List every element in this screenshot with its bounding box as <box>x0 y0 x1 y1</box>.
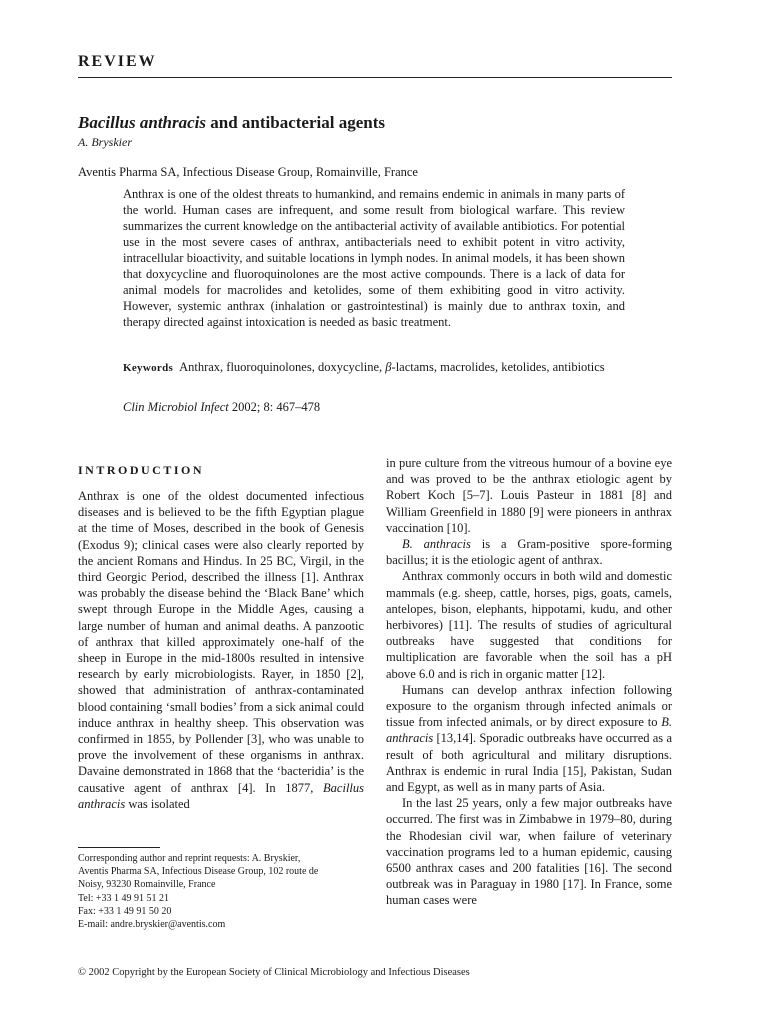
intro-paragraph-1 <box>78 488 364 812</box>
intro-paragraph-r5: In the last 25 years, only a few major outbreaks have occurred. The first was in Zimbabwe in 1979–80, during the Rhodesian civil war, when failure of veterinary vaccination programs led to a human epidemic, causing 6500 anthrax cases and 200 fatalities [16]. The second outbreak was in Paraguay in 1980 [17]. In France, some human cases were <box>386 796 672 908</box>
introduction-heading: INTRODUCTION <box>78 463 205 477</box>
title-rest: and antibacterial agents <box>206 113 385 132</box>
citation-rest: 2002; 8: 467–478 <box>228 400 321 414</box>
footnote-rule <box>78 847 160 848</box>
right-column <box>386 455 672 909</box>
correspondence-footnote <box>78 852 368 931</box>
footnote-line-3: Noisy, 93230 Romainville, France <box>78 879 216 891</box>
title-italic: Bacillus anthracis <box>78 113 207 132</box>
footnote-tel: Tel: +33 1 49 91 51 21 <box>78 892 170 904</box>
keywords-text-b: -lactams, macrolides, ketolides, antibiotics <box>391 360 605 374</box>
keywords <box>123 359 625 376</box>
intro-r4-italic: B. anthracis <box>386 715 672 746</box>
intro-paragraph-r2 <box>386 536 672 568</box>
footnote-line-2: Aventis Pharma SA, Infectious Disease Group, 102 route de <box>78 866 319 878</box>
intro-paragraph-r3: Anthrax commonly occurs in both wild and domestic mammals (e.g. sheep, cattle, horses, pigs, goats, camels, antelopes, bison, elephants, hippotami, kudu, and other herbivores) [11]. The results of studies of agricultural outbreaks have suggested that conditions for multiplication are favorable when the soil has a pH above 6.0 and is rich in organic matter [12]. <box>386 569 672 681</box>
keywords-beta: β <box>385 360 392 374</box>
intro-paragraph-r4 <box>386 682 672 795</box>
intro-p1-italic: Bacillus anthracis <box>78 780 364 811</box>
citation <box>123 400 320 415</box>
keywords-text-a: Anthrax, fluoroquinolones, doxycycline, <box>179 360 386 374</box>
header-rule <box>78 77 672 78</box>
intro-r4-text-b: [13,14]. Sporadic outbreaks have occurred as a result of both agricultural and military disruptions. Anthrax is endemic in rural India [15], Pakistan, Sudan and Egypt, as well as in many parts of Asia. <box>386 731 672 795</box>
abstract: Anthrax is one of the oldest threats to humankind, and remains endemic in animals in many parts of the world. Human cases are infrequent, and some result from biological warfare. This review summarizes the current knowledge on the antibacterial activity of available antibiotics. For potential use in the most severe cases of anthrax, antibacterials need to exhibit potent in vitro activity, intracellular bioactivity, and suitable locations in lymph nodes. In animal models, it has been shown that doxycycline and fluoroquinolones are the most active compounds. There is a lack of data for animal models for macrolides and ketolides, some of them exhibiting good in vitro activity. However, systemic anthrax (inhalation or gastrointestinal) is mainly due to anthrax toxin, and therapy directed against intoxication is needed as basic treatment. <box>123 187 625 329</box>
intro-r4-text-a: Humans can develop anthrax infection following exposure to the organism through infected animals or tissue from infected animals, or by direct exposure to <box>386 682 672 730</box>
intro-r2-italic: B. anthracis <box>402 537 471 552</box>
footnote-line-1: Corresponding author and reprint requests: A. Bryskier, <box>78 853 301 864</box>
intro-p1-end: was isolated <box>125 796 190 811</box>
affiliation: Aventis Pharma SA, Infectious Disease Group, Romainville, France <box>78 165 418 179</box>
keywords-label: Keywords <box>123 362 174 374</box>
footnote-email: E-mail: andre.bryskier@aventis.com <box>78 919 226 931</box>
section-label: REVIEW <box>78 53 157 70</box>
article-title <box>78 113 385 133</box>
footnote-fax: Fax: +33 1 49 91 50 20 <box>78 905 172 917</box>
left-column <box>78 488 364 812</box>
copyright-notice: © 2002 Copyright by the European Society of Clinical Microbiology and Infectious Diseases <box>78 967 470 978</box>
intro-p1-text: Anthrax is one of the oldest documented infectious diseases and is believed to be the fifth Egyptian plague at the time of Moses, described in the book of Genesis (Exodus 9); clinical cases were also clearly reported by the ancient Romans and Hindus. In 25 BC, Virgil, in the third Georgic Period, described the illness [1]. Anthrax was probably the disease behind the ‘Black Bane’ which swept through Europe in the Middle Ages, causing a large number of human and animal deaths. A panzootic of anthrax that killed approximately one-half of the sheep in Europe in the mid-1800s resulted in intensive research by early microbiologists. Rayer, in 1850 [2], showed that administration of anthrax-contaminated blood containing ‘small bodies’ from a sick animal could induce anthrax in healthy sheep. This observation was confirmed in 1855, by Pollender [3], who was unable to prove the involvement of these organisms in anthrax. Davaine demonstrated in 1868 that the ‘bacteridia’ is the causative agent of anthrax [4]. In 1877, <box>78 489 364 795</box>
intro-r2-text: is a Gram-positive spore-forming bacillus; it is the etiologic agent of anthrax. <box>386 537 672 568</box>
citation-journal: Clin Microbiol Infect <box>123 400 229 414</box>
intro-paragraph-r1: in pure culture from the vitreous humour of a bovine eye and was proved to be the anthrax etiologic agent by Robert Koch [5–7]. Louis Pasteur in 1881 [8] and William Greenfield in 1880 [9] were pioneers in anthrax vaccination [10]. <box>386 456 672 535</box>
author: A. Bryskier <box>78 135 132 149</box>
